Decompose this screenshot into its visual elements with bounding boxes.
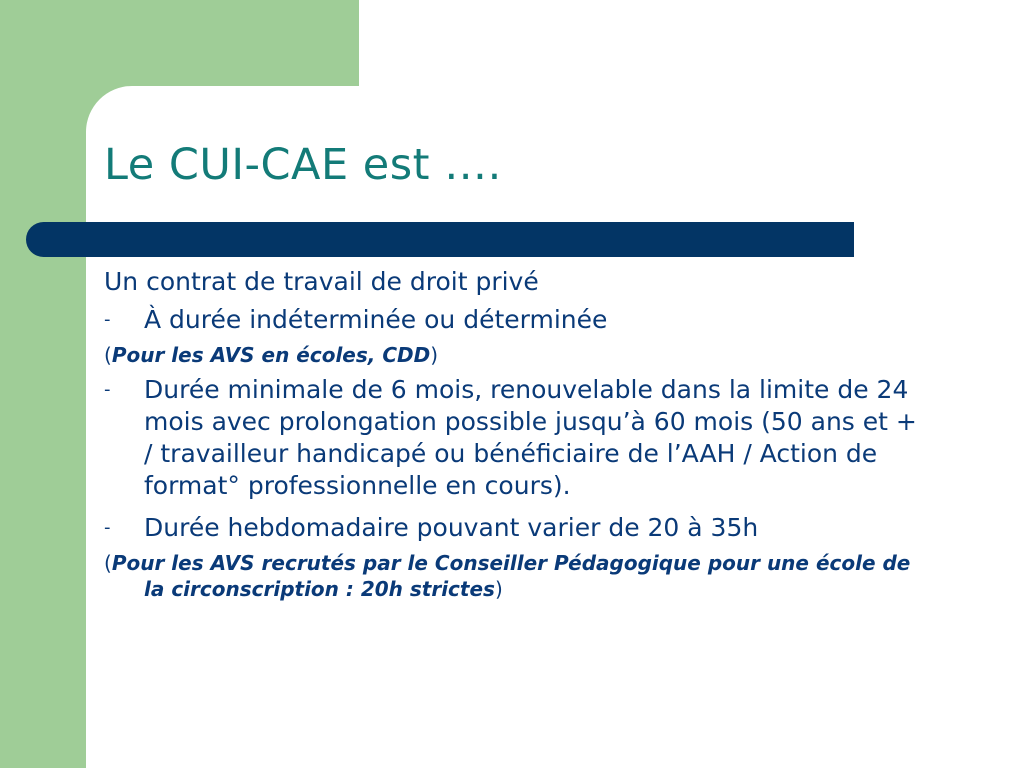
note-open-paren: ( [104, 551, 112, 575]
note-avs-recruited [104, 550, 924, 602]
note-close-paren: ) [430, 343, 439, 367]
bullet-dash: - [104, 309, 111, 330]
note-open-paren: ( [104, 343, 112, 367]
bullet-text: Durée hebdomadaire pouvant varier de 20 à 35h [144, 513, 759, 542]
slide-body [104, 266, 924, 602]
note-text: Pour les AVS en écoles, CDD [111, 343, 431, 367]
note-close-paren: ) [494, 577, 503, 601]
intro-text: Un contrat de travail de droit privé [104, 267, 539, 296]
bullet-dash: - [104, 517, 111, 538]
slide-title: Le CUI-CAE est …. [104, 140, 502, 190]
bullet-dash: - [104, 379, 111, 400]
bullet-text: Durée minimale de 6 mois, renouvelable dans la limite de 24 mois avec prolongation possible jusqu’à 60 mois (50 ans et + / travailleur handicapé ou bénéficiaire de l’AAH / Action de format° professionnelle en cours). [144, 375, 917, 500]
bullet-duration-type [104, 304, 924, 336]
bullet-text: À durée indéterminée ou déterminée [144, 305, 608, 334]
note-text: Pour les AVS recrutés par le Conseiller Pédagogique pour une école de la circonscription : 20h strictes [111, 551, 911, 601]
title-underline-bar [26, 222, 854, 257]
bullet-weekly-hours [104, 512, 924, 544]
note-avs-schools [104, 342, 924, 368]
bullet-minimum-duration [104, 374, 924, 502]
